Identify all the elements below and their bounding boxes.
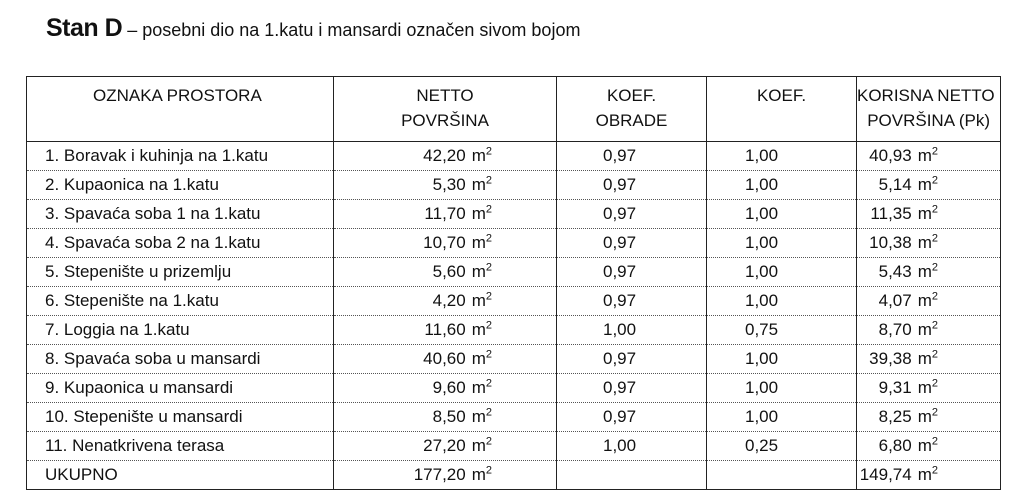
netto-area: 9,60 $m^2$ [334,374,557,403]
room-name: 1. Boravak i kuhinja na 1.katu [27,142,334,171]
heading-title: Stan D [46,14,123,42]
koef: 1,00 [707,229,857,258]
header-koef-obrade: KOEF. OBRADE [557,77,707,142]
koef-obrade: 0,97 [557,345,707,374]
korisna-area: 8,25 $m^2$ [857,403,1001,432]
table-row [27,287,1001,316]
korisna-area: 10,38 $m^2$ [857,229,1001,258]
koef: 1,00 [707,200,857,229]
header-oznaka-prostora: OZNAKA PROSTORA [27,77,334,142]
korisna-area: 5,14 $m^2$ [857,171,1001,200]
table-row [27,345,1001,374]
room-name: 7. Loggia na 1.katu [27,316,334,345]
total-empty-cell [557,461,707,490]
korisna-area: 4,07 $m^2$ [857,287,1001,316]
koef-obrade: 0,97 [557,229,707,258]
netto-area: 4,20 $m^2$ [334,287,557,316]
koef: 1,00 [707,258,857,287]
korisna-area: 8,70 $m^2$ [857,316,1001,345]
netto-area: 40,60 $m^2$ [334,345,557,374]
koef-obrade: 0,97 [557,403,707,432]
total-row [27,461,1001,490]
table-row [27,258,1001,287]
netto-area: 5,30 $m^2$ [334,171,557,200]
header-netto-povrsina: NETTO POVRŠINA [334,77,557,142]
table-row [27,171,1001,200]
korisna-area: 9,31 $m^2$ [857,374,1001,403]
koef: 1,00 [707,142,857,171]
koef-obrade: 0,97 [557,374,707,403]
koef: 1,00 [707,374,857,403]
room-name: 9. Kupaonica u mansardi [27,374,334,403]
koef: 1,00 [707,403,857,432]
room-name: 5. Stepenište u prizemlju [27,258,334,287]
table-header-row [27,77,1001,142]
table-row [27,229,1001,258]
total-label: UKUPNO [27,461,334,490]
table-row [27,316,1001,345]
korisna-area: 11,35 $m^2$ [857,200,1001,229]
netto-area: 8,50 $m^2$ [334,403,557,432]
total-korisna-area: 149,74 $m^2$ [857,461,1001,490]
room-name: 10. Stepenište u mansardi [27,403,334,432]
header-koef: KOEF. [707,77,857,142]
room-name: 2. Kupaonica na 1.katu [27,171,334,200]
page-heading [46,14,580,43]
total-empty-cell [707,461,857,490]
koef-obrade: 0,97 [557,258,707,287]
koef-obrade: 1,00 [557,432,707,461]
netto-area: 27,20 $m^2$ [334,432,557,461]
area-table [26,76,1001,490]
koef: 0,25 [707,432,857,461]
koef-obrade: 0,97 [557,171,707,200]
netto-area: 11,60 $m^2$ [334,316,557,345]
room-name: 6. Stepenište na 1.katu [27,287,334,316]
table-row [27,432,1001,461]
koef: 1,00 [707,345,857,374]
koef: 1,00 [707,171,857,200]
koef-obrade: 0,97 [557,287,707,316]
koef-obrade: 1,00 [557,316,707,345]
netto-area: 5,60 $m^2$ [334,258,557,287]
korisna-area: 39,38 $m^2$ [857,345,1001,374]
korisna-area: 5,43 $m^2$ [857,258,1001,287]
room-name: 8. Spavaća soba u mansardi [27,345,334,374]
table-row [27,200,1001,229]
room-name: 3. Spavaća soba 1 na 1.katu [27,200,334,229]
table-row [27,403,1001,432]
netto-area: 11,70 $m^2$ [334,200,557,229]
header-korisna-netto-povrsina: KORISNA NETTO POVRŠINA (Pk) [857,77,1001,142]
koef-obrade: 0,97 [557,200,707,229]
koef-obrade: 0,97 [557,142,707,171]
netto-area: 10,70 $m^2$ [334,229,557,258]
korisna-area: 40,93 $m^2$ [857,142,1001,171]
room-name: 4. Spavaća soba 2 na 1.katu [27,229,334,258]
netto-area: 42,20 $m^2$ [334,142,557,171]
room-name: 11. Nenatkrivena terasa [27,432,334,461]
total-netto-area: 177,20 $m^2$ [334,461,557,490]
korisna-area: 6,80 $m^2$ [857,432,1001,461]
heading-description: – posebni dio na 1.katu i mansardi označen sivom bojom [122,20,581,40]
table-row [27,142,1001,171]
koef: 0,75 [707,316,857,345]
koef: 1,00 [707,287,857,316]
table-row [27,374,1001,403]
